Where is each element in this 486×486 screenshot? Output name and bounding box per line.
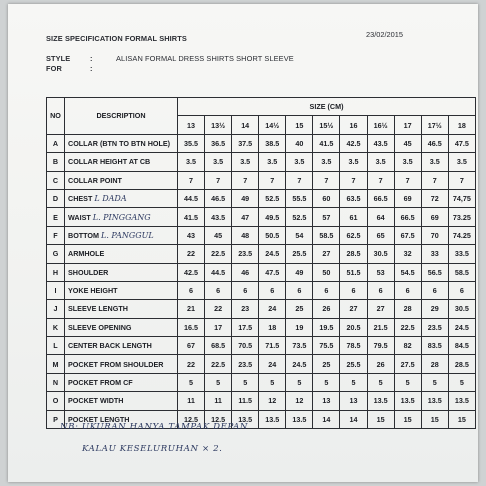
measurement-cell: 25.5 (286, 245, 313, 263)
col-header-description: DESCRIPTION (65, 98, 178, 135)
measurement-cell: 28.5 (448, 355, 475, 373)
measurement-cell: 29 (421, 300, 448, 318)
measurement-cell: 33.5 (448, 245, 475, 263)
measurement-cell: 3.5 (313, 153, 340, 171)
row-letter: A (47, 134, 65, 152)
measurement-cell: 23 (232, 300, 259, 318)
measurement-cell: 30.5 (448, 300, 475, 318)
size-header-cell: 15½ (313, 116, 340, 134)
measurement-cell: 83.5 (421, 337, 448, 355)
measurement-cell: 69 (421, 208, 448, 226)
handwritten-annotation: L. PINGGANG (92, 212, 151, 222)
measurement-cell: 6 (448, 281, 475, 299)
measurement-cell: 26 (313, 300, 340, 318)
row-description: SLEEVE LENGTH (68, 304, 128, 314)
measurement-cell: 49 (286, 263, 313, 281)
measurement-cell: 14 (340, 410, 367, 428)
measurement-cell: 74,75 (448, 189, 475, 207)
measurement-cell: 6 (259, 281, 286, 299)
measurement-cell: 68.5 (205, 337, 232, 355)
measurement-cell: 13 (313, 392, 340, 410)
row-letter: B (47, 153, 65, 171)
measurement-cell: 70.5 (232, 337, 259, 355)
measurement-cell: 3.5 (340, 153, 367, 171)
note-line-1: NB: UKURAN HANYA TAMPAK DEPAN (60, 422, 249, 432)
measurement-cell: 71.5 (259, 337, 286, 355)
measurement-cell: 58.5 (448, 263, 475, 281)
table-row (47, 134, 476, 152)
row-description: POCKET WIDTH (68, 396, 124, 406)
table-row (47, 281, 476, 299)
row-letter: H (47, 263, 65, 281)
measurement-cell: 32 (394, 245, 421, 263)
measurement-cell: 15 (448, 410, 475, 428)
measurement-cell: 20.5 (340, 318, 367, 336)
measurement-cell: 16.5 (178, 318, 205, 336)
measurement-cell: 51.5 (340, 263, 367, 281)
table-row (47, 245, 476, 263)
measurement-cell: 7 (313, 171, 340, 189)
row-description-cell (65, 153, 178, 171)
row-description-cell (65, 263, 178, 281)
measurement-cell: 7 (205, 171, 232, 189)
measurement-cell: 28.5 (340, 245, 367, 263)
measurement-cell: 24.5 (259, 245, 286, 263)
for-label: FOR (46, 64, 62, 73)
measurement-cell: 13.5 (421, 392, 448, 410)
measurement-cell: 66.5 (394, 208, 421, 226)
measurement-cell: 5 (286, 373, 313, 391)
measurement-cell: 7 (340, 171, 367, 189)
measurement-cell: 79.5 (367, 337, 394, 355)
row-description: SLEEVE OPENING (68, 322, 132, 332)
measurement-cell: 66.5 (367, 189, 394, 207)
row-description-cell (65, 171, 178, 189)
measurement-cell: 24.5 (448, 318, 475, 336)
measurement-cell: 21.5 (367, 318, 394, 336)
measurement-cell: 22.5 (205, 245, 232, 263)
measurement-cell: 12 (259, 392, 286, 410)
measurement-cell: 5 (448, 373, 475, 391)
measurement-cell: 23.5 (232, 355, 259, 373)
measurement-cell: 3.5 (448, 153, 475, 171)
measurement-cell: 30.5 (367, 245, 394, 263)
measurement-cell: 22 (205, 300, 232, 318)
measurement-cell: 11 (205, 392, 232, 410)
row-description-cell (65, 300, 178, 318)
measurement-cell: 38.5 (259, 134, 286, 152)
measurement-cell: 6 (205, 281, 232, 299)
row-description: COLLAR POINT (68, 175, 122, 185)
measurement-cell: 33 (421, 245, 448, 263)
measurement-cell: 67 (178, 337, 205, 355)
row-letter: K (47, 318, 65, 336)
row-description-cell (65, 355, 178, 373)
row-description-cell (65, 226, 178, 244)
measurement-cell: 44.5 (178, 189, 205, 207)
table-row (47, 392, 476, 410)
table-row (47, 337, 476, 355)
measurement-cell: 13.5 (286, 410, 313, 428)
measurement-cell: 3.5 (286, 153, 313, 171)
row-letter: N (47, 373, 65, 391)
row-description-cell (65, 208, 178, 226)
row-description: CHEST (68, 194, 93, 204)
size-header-cell: 13½ (205, 116, 232, 134)
measurement-cell: 5 (178, 373, 205, 391)
measurement-cell: 11.5 (232, 392, 259, 410)
style-colon: : (90, 54, 93, 63)
measurement-cell: 27.5 (394, 355, 421, 373)
measurement-cell: 17 (205, 318, 232, 336)
measurement-cell: 13.5 (394, 392, 421, 410)
measurement-cell: 22.5 (205, 355, 232, 373)
measurement-cell: 69 (394, 189, 421, 207)
row-letter: M (47, 355, 65, 373)
measurement-cell: 46 (232, 263, 259, 281)
measurement-cell: 64 (367, 208, 394, 226)
measurement-cell: 50.5 (259, 226, 286, 244)
row-description: POCKET FROM CF (68, 378, 133, 388)
measurement-cell: 13.5 (232, 410, 259, 428)
measurement-cell: 43.5 (367, 134, 394, 152)
measurement-cell: 24 (259, 300, 286, 318)
size-header-cell: 18 (448, 116, 475, 134)
measurement-cell: 15 (367, 410, 394, 428)
measurement-cell: 15 (394, 410, 421, 428)
measurement-cell: 58.5 (313, 226, 340, 244)
size-header-cell: 17½ (421, 116, 448, 134)
measurement-cell: 75.5 (313, 337, 340, 355)
row-description-cell (65, 337, 178, 355)
measurement-cell: 41.5 (178, 208, 205, 226)
measurement-cell: 17.5 (232, 318, 259, 336)
table-row (47, 171, 476, 189)
measurement-cell: 18 (259, 318, 286, 336)
measurement-cell: 22.5 (394, 318, 421, 336)
size-header-cell: 17 (394, 116, 421, 134)
measurement-cell: 41.5 (313, 134, 340, 152)
measurement-cell: 5 (205, 373, 232, 391)
measurement-cell: 73.25 (448, 208, 475, 226)
measurement-cell: 26 (367, 355, 394, 373)
measurement-cell: 5 (232, 373, 259, 391)
size-header-cell: 14½ (259, 116, 286, 134)
measurement-cell: 48 (232, 226, 259, 244)
measurement-cell: 56.5 (421, 263, 448, 281)
row-description: SHOULDER (68, 267, 109, 277)
measurement-cell: 19 (286, 318, 313, 336)
table-row (47, 300, 476, 318)
measurement-cell: 54.5 (394, 263, 421, 281)
row-letter: I (47, 281, 65, 299)
measurement-cell: 24 (259, 355, 286, 373)
measurement-cell: 13 (340, 392, 367, 410)
measurement-cell: 63.5 (340, 189, 367, 207)
row-description-cell (65, 281, 178, 299)
measurement-cell: 24.5 (286, 355, 313, 373)
measurement-cell: 45 (394, 134, 421, 152)
row-description-cell (65, 134, 178, 152)
measurement-cell: 6 (232, 281, 259, 299)
measurement-cell: 27 (367, 300, 394, 318)
measurement-cell: 43.5 (205, 208, 232, 226)
table-row (47, 318, 476, 336)
size-spec-table (46, 97, 476, 429)
measurement-cell: 11 (178, 392, 205, 410)
measurement-cell: 46.5 (205, 189, 232, 207)
measurement-cell: 42.5 (340, 134, 367, 152)
table-row (47, 153, 476, 171)
measurement-cell: 6 (286, 281, 313, 299)
measurement-cell: 37.5 (232, 134, 259, 152)
measurement-cell: 49.5 (259, 208, 286, 226)
table-header-row (47, 98, 476, 116)
row-description: BOTTOM (68, 230, 100, 240)
measurement-cell: 7 (286, 171, 313, 189)
measurement-cell: 13.5 (259, 410, 286, 428)
measurement-cell: 57 (313, 208, 340, 226)
row-letter: P (47, 410, 65, 428)
measurement-cell: 35.5 (178, 134, 205, 152)
note-line-2: KALAU KESELURUHAN × 2. (82, 444, 223, 454)
measurement-cell: 67.5 (394, 226, 421, 244)
sheet-date: 23/02/2015 (366, 30, 403, 39)
measurement-cell: 23.5 (421, 318, 448, 336)
measurement-cell: 21 (178, 300, 205, 318)
measurement-cell: 43 (178, 226, 205, 244)
row-description: YOKE HEIGHT (68, 286, 118, 296)
measurement-cell: 42.5 (178, 263, 205, 281)
measurement-cell: 25.5 (340, 355, 367, 373)
measurement-cell: 22 (178, 245, 205, 263)
size-header-cell: 16 (340, 116, 367, 134)
measurement-cell: 54 (286, 226, 313, 244)
size-header-cell: 15 (286, 116, 313, 134)
measurement-cell: 28 (394, 300, 421, 318)
measurement-cell: 55.5 (286, 189, 313, 207)
measurement-cell: 6 (421, 281, 448, 299)
measurement-cell: 13.5 (448, 392, 475, 410)
measurement-cell: 74.25 (448, 226, 475, 244)
measurement-cell: 49 (232, 189, 259, 207)
row-description-cell (65, 318, 178, 336)
table-row (47, 263, 476, 281)
measurement-cell: 70 (421, 226, 448, 244)
measurement-cell: 28 (421, 355, 448, 373)
measurement-cell: 47.5 (259, 263, 286, 281)
table-row (47, 226, 476, 244)
row-description: COLLAR (BTN TO BTN HOLE) (68, 138, 171, 148)
row-description: POCKET FROM SHOULDER (68, 359, 164, 369)
measurement-cell: 7 (394, 171, 421, 189)
measurement-cell: 65 (367, 226, 394, 244)
measurement-cell: 72 (421, 189, 448, 207)
handwritten-annotation: L. PANGGUL (101, 230, 154, 240)
measurement-cell: 82 (394, 337, 421, 355)
row-letter: G (47, 245, 65, 263)
measurement-cell: 25 (313, 355, 340, 373)
measurement-cell: 78.5 (340, 337, 367, 355)
table-row (47, 189, 476, 207)
measurement-cell: 40 (286, 134, 313, 152)
measurement-cell: 44.5 (205, 263, 232, 281)
size-header-cell: 14 (232, 116, 259, 134)
measurement-cell: 3.5 (178, 153, 205, 171)
measurement-cell: 13.5 (367, 392, 394, 410)
measurement-cell: 23.5 (232, 245, 259, 263)
measurement-cell: 27 (313, 245, 340, 263)
measurement-cell: 36.5 (205, 134, 232, 152)
measurement-cell: 15 (421, 410, 448, 428)
measurement-cell: 6 (313, 281, 340, 299)
measurement-cell: 5 (259, 373, 286, 391)
measurement-cell: 6 (394, 281, 421, 299)
table-row (47, 208, 476, 226)
row-description: POCKET LENGTH (68, 414, 130, 424)
col-header-size: SIZE (CM) (178, 98, 476, 116)
size-header-cell: 13 (178, 116, 205, 134)
measurement-cell: 27 (340, 300, 367, 318)
row-letter: L (47, 337, 65, 355)
measurement-cell: 3.5 (394, 153, 421, 171)
sheet-title: SIZE SPECIFICATION FORMAL SHIRTS (46, 34, 187, 43)
measurement-cell: 12.5 (178, 410, 205, 428)
row-letter: D (47, 189, 65, 207)
measurement-cell: 6 (340, 281, 367, 299)
measurement-cell: 12.5 (205, 410, 232, 428)
table-row (47, 355, 476, 373)
row-letter: C (47, 171, 65, 189)
measurement-cell: 84.5 (448, 337, 475, 355)
row-description-cell (65, 373, 178, 391)
measurement-cell: 3.5 (232, 153, 259, 171)
handwritten-annotation: L DADA (94, 194, 127, 204)
row-description: COLLAR HEIGHT AT CB (68, 157, 151, 167)
table-body (47, 134, 476, 428)
measurement-cell: 73.5 (286, 337, 313, 355)
measurement-cell: 61 (340, 208, 367, 226)
measurement-cell: 5 (340, 373, 367, 391)
measurement-cell: 3.5 (367, 153, 394, 171)
measurement-cell: 45 (205, 226, 232, 244)
row-letter: J (47, 300, 65, 318)
row-description: ARMHOLE (68, 249, 105, 259)
measurement-cell: 62.5 (340, 226, 367, 244)
measurement-cell: 14 (313, 410, 340, 428)
measurement-cell: 6 (178, 281, 205, 299)
measurement-cell: 19.5 (313, 318, 340, 336)
for-colon: : (90, 64, 93, 73)
row-description: CENTER BACK LENGTH (68, 341, 152, 351)
row-description: WAIST (68, 212, 91, 222)
measurement-cell: 7 (232, 171, 259, 189)
row-description-cell (65, 245, 178, 263)
measurement-cell: 52.5 (259, 189, 286, 207)
row-letter: F (47, 226, 65, 244)
measurement-cell: 53 (367, 263, 394, 281)
measurement-cell: 5 (313, 373, 340, 391)
col-header-no: NO (47, 98, 65, 135)
measurement-cell: 50 (313, 263, 340, 281)
measurement-cell: 3.5 (205, 153, 232, 171)
style-value: ALISAN FORMAL DRESS SHIRTS SHORT SLEEVE (116, 54, 294, 63)
measurement-cell: 7 (448, 171, 475, 189)
measurement-cell: 5 (367, 373, 394, 391)
measurement-cell: 7 (178, 171, 205, 189)
measurement-cell: 22 (178, 355, 205, 373)
measurement-cell: 7 (421, 171, 448, 189)
table-row (47, 373, 476, 391)
size-header-cell: 16½ (367, 116, 394, 134)
style-label: STYLE (46, 54, 71, 63)
measurement-cell: 47.5 (448, 134, 475, 152)
measurement-cell: 52.5 (286, 208, 313, 226)
measurement-cell: 60 (313, 189, 340, 207)
measurement-cell: 5 (394, 373, 421, 391)
row-description-cell (65, 189, 178, 207)
measurement-cell: 6 (367, 281, 394, 299)
measurement-cell: 5 (421, 373, 448, 391)
row-letter: E (47, 208, 65, 226)
measurement-cell: 25 (286, 300, 313, 318)
measurement-cell: 3.5 (421, 153, 448, 171)
spec-sheet (8, 4, 478, 482)
measurement-cell: 3.5 (259, 153, 286, 171)
measurement-cell: 46.5 (421, 134, 448, 152)
measurement-cell: 7 (259, 171, 286, 189)
row-description-cell (65, 392, 178, 410)
row-letter: O (47, 392, 65, 410)
measurement-cell: 12 (286, 392, 313, 410)
measurement-cell: 7 (367, 171, 394, 189)
measurement-cell: 47 (232, 208, 259, 226)
